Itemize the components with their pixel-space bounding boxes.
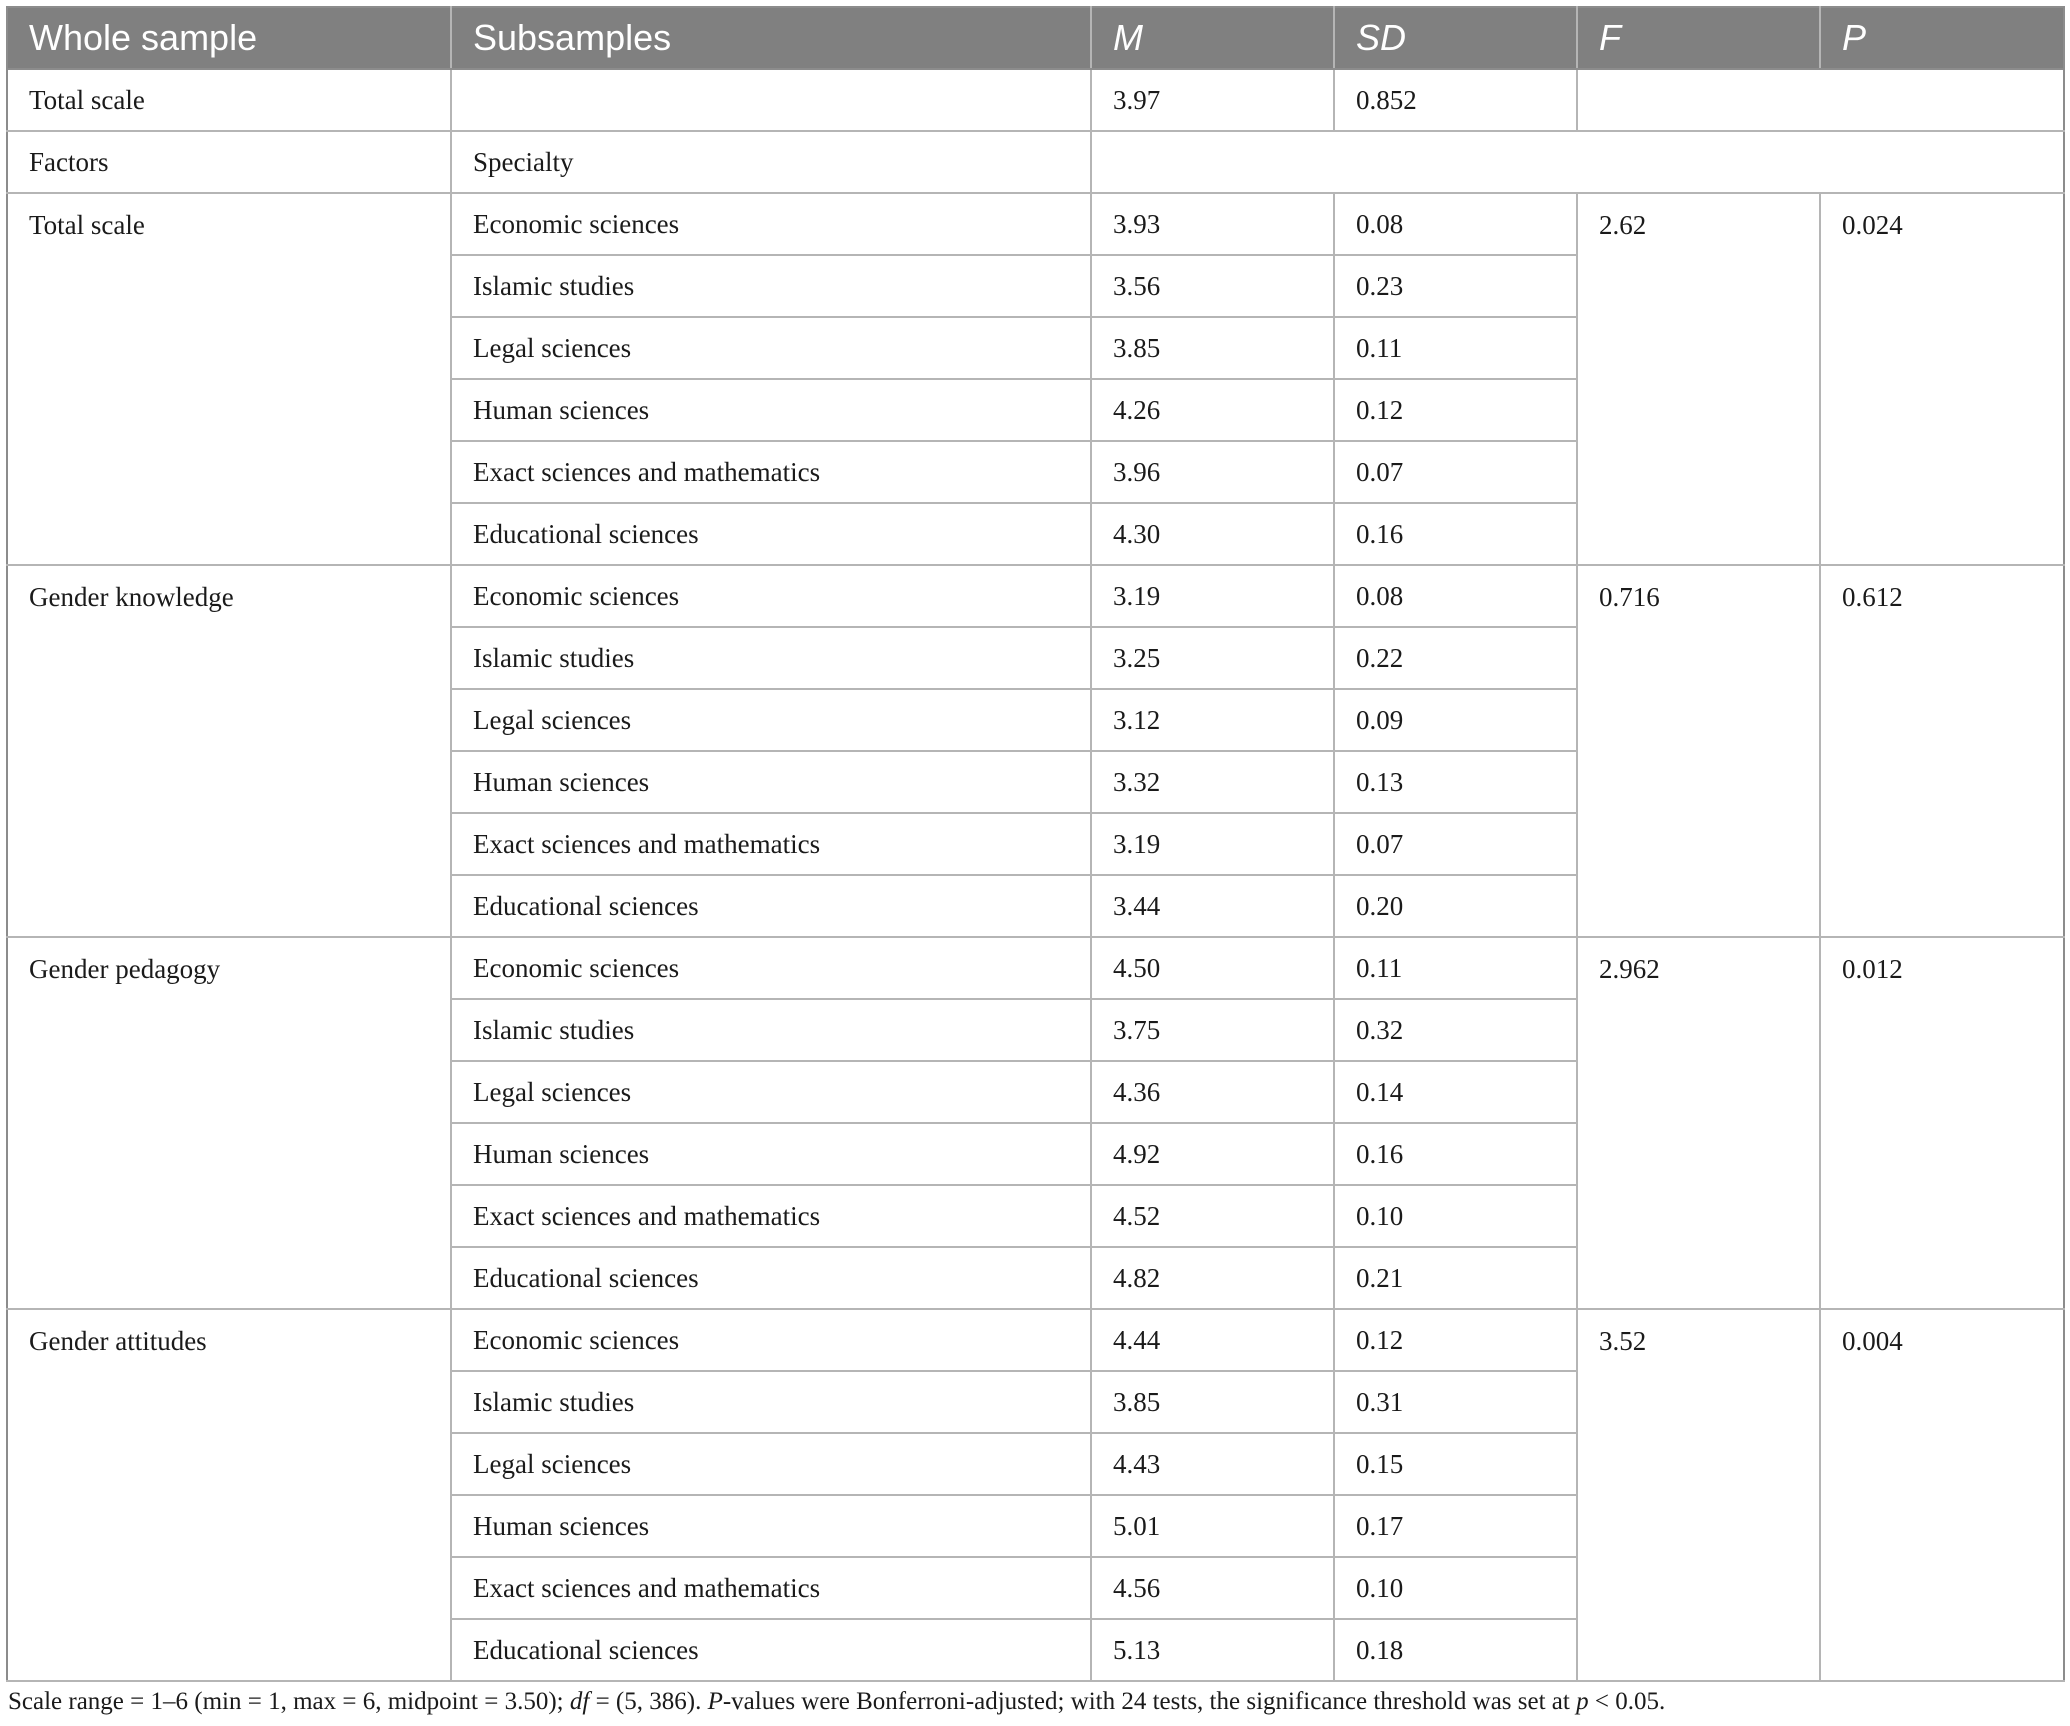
- factor-label: Gender pedagogy: [7, 937, 451, 1309]
- specialty-cell: Legal sciences: [451, 317, 1091, 379]
- sd-cell: 0.23: [1334, 255, 1577, 317]
- mean-cell: 5.13: [1091, 1619, 1334, 1681]
- mean-cell: 4.52: [1091, 1185, 1334, 1247]
- sd-cell: 0.11: [1334, 937, 1577, 999]
- mean-cell: 4.82: [1091, 1247, 1334, 1309]
- specialty-cell: Economic sciences: [451, 1309, 1091, 1371]
- table-row: [7, 193, 2064, 255]
- header-sd: SD: [1334, 7, 1577, 69]
- sd-cell: 0.11: [1334, 317, 1577, 379]
- specialty-cell: Economic sciences: [451, 193, 1091, 255]
- mean-cell: 5.01: [1091, 1495, 1334, 1557]
- specialty-cell: Economic sciences: [451, 937, 1091, 999]
- table-footnote: [8, 1688, 1665, 1716]
- sd-cell: 0.08: [1334, 565, 1577, 627]
- p-value-cell: 0.004: [1820, 1309, 2064, 1681]
- specialty-cell: Human sciences: [451, 1123, 1091, 1185]
- mean-cell: 4.43: [1091, 1433, 1334, 1495]
- mean-cell: 4.30: [1091, 503, 1334, 565]
- mean-cell: 3.75: [1091, 999, 1334, 1061]
- mean-cell: 3.56: [1091, 255, 1334, 317]
- specialty-cell: Legal sciences: [451, 1433, 1091, 1495]
- specialty-cell: Islamic studies: [451, 627, 1091, 689]
- p-value-cell: 0.024: [1820, 193, 2064, 565]
- p-value-cell: 0.012: [1820, 937, 2064, 1309]
- specialty-cell: Islamic studies: [451, 999, 1091, 1061]
- sd-cell: 0.16: [1334, 503, 1577, 565]
- sd-cell: 0.07: [1334, 813, 1577, 875]
- f-value-cell: 3.52: [1577, 1309, 1820, 1681]
- specialty-cell: Human sciences: [451, 379, 1091, 441]
- total-scale-empty: [1577, 69, 2064, 131]
- specialty-cell: Educational sciences: [451, 1619, 1091, 1681]
- f-value-cell: 2.62: [1577, 193, 1820, 565]
- sd-cell: 0.07: [1334, 441, 1577, 503]
- factor-label: Gender knowledge: [7, 565, 451, 937]
- sd-cell: 0.13: [1334, 751, 1577, 813]
- specialty-cell: Economic sciences: [451, 565, 1091, 627]
- sd-cell: 0.16: [1334, 1123, 1577, 1185]
- specialty-cell: Legal sciences: [451, 689, 1091, 751]
- f-value-cell: 2.962: [1577, 937, 1820, 1309]
- sd-cell: 0.09: [1334, 689, 1577, 751]
- mean-cell: 3.96: [1091, 441, 1334, 503]
- footnote-p-label: P: [707, 1688, 723, 1715]
- total-scale-m: 3.97: [1091, 69, 1334, 131]
- header-p: P: [1820, 7, 2064, 69]
- footnote-p-lower: p: [1576, 1688, 1589, 1715]
- factor-label: Total scale: [7, 193, 451, 565]
- specialty-label: Specialty: [451, 131, 1091, 193]
- mean-cell: 3.19: [1091, 565, 1334, 627]
- footnote-part3: -values were Bonferroni-adjusted; with 24 tests, the significance threshold was set at: [722, 1688, 1577, 1715]
- mean-cell: 3.85: [1091, 1371, 1334, 1433]
- mean-cell: 3.32: [1091, 751, 1334, 813]
- specialty-cell: Exact sciences and mathematics: [451, 1557, 1091, 1619]
- specialty-cell: Islamic studies: [451, 1371, 1091, 1433]
- sd-cell: 0.10: [1334, 1185, 1577, 1247]
- factor-label: Gender attitudes: [7, 1309, 451, 1681]
- sd-cell: 0.08: [1334, 193, 1577, 255]
- results-table-container: [6, 6, 2063, 1682]
- sd-cell: 0.14: [1334, 1061, 1577, 1123]
- specialty-cell: Educational sciences: [451, 875, 1091, 937]
- header-m: M: [1091, 7, 1334, 69]
- sd-cell: 0.32: [1334, 999, 1577, 1061]
- sd-cell: 0.22: [1334, 627, 1577, 689]
- mean-cell: 3.44: [1091, 875, 1334, 937]
- header-subsamples: Subsamples: [451, 7, 1091, 69]
- table-body: [7, 69, 2064, 1681]
- specialty-cell: Exact sciences and mathematics: [451, 813, 1091, 875]
- table-row: [7, 565, 2064, 627]
- header-whole-sample: Whole sample: [7, 7, 451, 69]
- mean-cell: 4.44: [1091, 1309, 1334, 1371]
- table-header: [7, 7, 2064, 69]
- sd-cell: 0.15: [1334, 1433, 1577, 1495]
- specialty-cell: Educational sciences: [451, 503, 1091, 565]
- footnote-part2: = (5, 386).: [589, 1688, 708, 1715]
- sd-cell: 0.12: [1334, 1309, 1577, 1371]
- sd-cell: 0.21: [1334, 1247, 1577, 1309]
- mean-cell: 3.93: [1091, 193, 1334, 255]
- footnote-df: df: [569, 1688, 590, 1715]
- mean-cell: 3.85: [1091, 317, 1334, 379]
- sd-cell: 0.12: [1334, 379, 1577, 441]
- mean-cell: 3.25: [1091, 627, 1334, 689]
- specialty-cell: Legal sciences: [451, 1061, 1091, 1123]
- specialty-cell: Educational sciences: [451, 1247, 1091, 1309]
- total-scale-row: [7, 69, 2064, 131]
- specialty-cell: Islamic studies: [451, 255, 1091, 317]
- specialty-cell: Exact sciences and mathematics: [451, 1185, 1091, 1247]
- mean-cell: 4.56: [1091, 1557, 1334, 1619]
- sd-cell: 0.18: [1334, 1619, 1577, 1681]
- table-row: [7, 937, 2064, 999]
- footnote-part4: < 0.05.: [1588, 1688, 1666, 1715]
- p-value-cell: 0.612: [1820, 565, 2064, 937]
- sd-cell: 0.17: [1334, 1495, 1577, 1557]
- sd-cell: 0.10: [1334, 1557, 1577, 1619]
- mean-cell: 4.36: [1091, 1061, 1334, 1123]
- header-f: F: [1577, 7, 1820, 69]
- factors-empty: [1091, 131, 2064, 193]
- factors-label: Factors: [7, 131, 451, 193]
- total-scale-label: Total scale: [7, 69, 451, 131]
- mean-cell: 3.12: [1091, 689, 1334, 751]
- f-value-cell: 0.716: [1577, 565, 1820, 937]
- specialty-cell: Human sciences: [451, 751, 1091, 813]
- total-scale-subsample: [451, 69, 1091, 131]
- mean-cell: 3.19: [1091, 813, 1334, 875]
- mean-cell: 4.92: [1091, 1123, 1334, 1185]
- factors-row: [7, 131, 2064, 193]
- footnote-part1: Scale range = 1–6 (min = 1, max = 6, midpoint = 3.50);: [8, 1688, 570, 1715]
- sd-cell: 0.20: [1334, 875, 1577, 937]
- table-row: [7, 1309, 2064, 1371]
- specialty-cell: Human sciences: [451, 1495, 1091, 1557]
- sd-cell: 0.31: [1334, 1371, 1577, 1433]
- total-scale-sd: 0.852: [1334, 69, 1577, 131]
- specialty-cell: Exact sciences and mathematics: [451, 441, 1091, 503]
- results-table: [6, 6, 2065, 1682]
- mean-cell: 4.26: [1091, 379, 1334, 441]
- header-row: [7, 7, 2064, 69]
- mean-cell: 4.50: [1091, 937, 1334, 999]
